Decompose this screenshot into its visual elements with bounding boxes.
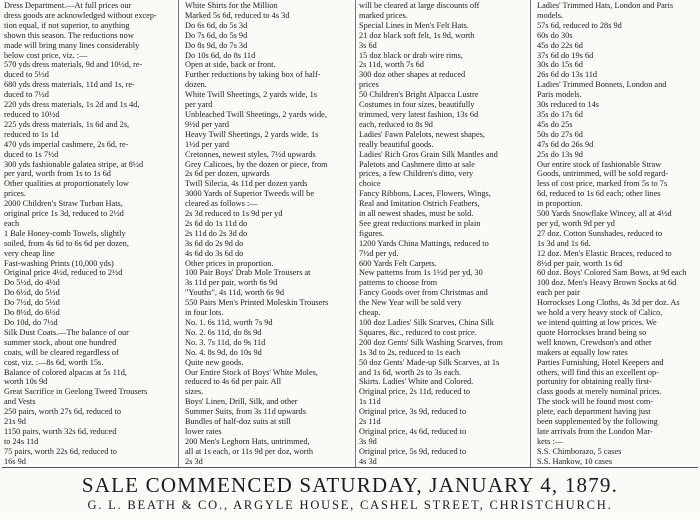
text-line: made will bring many lines considerably (4, 40, 140, 50)
text-line: Costumes in four sizes, beautifully (359, 100, 475, 110)
text-line: very cheap line (4, 248, 55, 258)
text-line: No. 2. 6s 11d, do 8s 9d (185, 327, 262, 337)
text-line: 9½d per yard (185, 119, 230, 129)
text-line: lower rates (185, 426, 222, 436)
text-line: 60 doz. Boys' Colored Sam Bows, at 9d each (537, 268, 687, 278)
text-line: 600 Yards Felt Carpets. (359, 258, 437, 268)
text-line: and Vests (4, 397, 36, 407)
text-line: Boys' Linen, Drill, Silk, and other (185, 397, 298, 407)
text-line: 550 Pairs Men's Printed Moleskin Trousers (185, 298, 329, 308)
text-line: others, will find this an excellent op- (537, 367, 659, 377)
text-line: Original price, 3s 9d, reduced to (359, 407, 467, 417)
text-line: Do 10d, do 7½d (4, 318, 58, 327)
text-line: 2000 Children's Straw Turban Hats, (4, 199, 123, 209)
text-line: 3s 9d (359, 436, 377, 446)
text-line: we hold a very heavy stock of Calico, (537, 308, 663, 318)
text-line: summer stock, about one hundred (4, 337, 117, 347)
text-line: 6d, reduced to 1s 6d each; other lines (537, 189, 661, 199)
text-line: 100 Pair Boys' Drab Mole Trousers at (185, 268, 311, 278)
text-line: Our Entire Stock of Boys' White Moles, (185, 367, 318, 377)
text-line: 500 Yards Snowflake Wincey, all at 4½d (537, 209, 672, 219)
text-line: Ladies' Trimmed Hats, London and Paris (537, 1, 674, 10)
text-line: Other qualities at proportionately low (4, 179, 129, 189)
text-line: each per pair (537, 288, 580, 298)
text-line: No. 1. 6s 11d, worth 7s 9d (185, 318, 273, 327)
text-line: Cretonnes, newest styles, 7½d upwards (185, 149, 316, 159)
text-line: Skirts. Ladies' White and Colored. (359, 377, 474, 387)
text-line: 2s 6d per dozen, upwards (185, 169, 270, 179)
text-line: 300 doz other shapes at reduced (359, 70, 466, 80)
text-line: Ladies' Rich Gros Grain Silk Mantles and (359, 149, 498, 159)
text-line: portunity for obtaining really first- (537, 377, 652, 387)
text-line: Grey Calicoes, by the dozen or piece, from (185, 159, 328, 169)
column-divider (178, 0, 179, 468)
text-line: makers at equally low rates (537, 347, 628, 357)
text-line: Real and Imitation Ostrich Feathers, (359, 199, 480, 209)
text-line: Ladies' Fawn Palelots, newest shapes, (359, 129, 485, 139)
text-line: Our entire stock of fashionable Straw (537, 159, 662, 169)
text-line: 1s 3d and 1s 6d. (537, 238, 591, 248)
text-line: 220 yds dress materials, 1s 2d and 1s 4d, (4, 100, 140, 110)
text-line: dozen. (185, 80, 207, 90)
text-line: S.S. Hankow, 10 cases (537, 456, 613, 465)
column-divider (530, 0, 531, 468)
text-line: 37s 6d do 19s 6d (537, 50, 594, 60)
text-line: 2s 3d (185, 456, 203, 465)
text-line: below cost price, viz. :— (4, 50, 88, 60)
text-line: Paris models. (537, 90, 582, 100)
text-line: 47s 6d do 26s 9d (537, 139, 594, 149)
text-line: patterns to choose from (359, 278, 438, 288)
text-line: Marked 5s 6d, reduced to 4s 3d (185, 10, 290, 20)
text-line: 3s 6d do 2s 9d do (185, 238, 244, 248)
text-line: each (4, 218, 20, 228)
text-line: coats, will be cleared regardless of (4, 347, 119, 357)
text-line: Great Sacrifice in Geelong Tweed Trousers (4, 387, 148, 397)
text-line: Summer Suits, from 3s 11d upwards (185, 407, 306, 417)
text-line: prices (359, 80, 379, 90)
text-line: Fancy Goods over from Christmas and (359, 288, 488, 298)
text-line: 30s do 15s 6d (537, 60, 583, 70)
text-line: 2s 11d do 2s 3d do (185, 228, 248, 238)
text-line: 680 yds dress materials, 11d and 1s, re- (4, 80, 135, 90)
text-line: the New Year will be sold very (359, 298, 462, 308)
text-line: 2s 11d, worth 7s 6d (359, 60, 424, 70)
text-line: duced to 1s 7½d (4, 149, 59, 159)
text-line: dress goods are acknowledged without excep- (4, 10, 157, 20)
text-line: and 1s 6d, worth 2s to 3s each. (359, 367, 462, 377)
store-footer: G. L. BEATH & CO., ARGYLE HOUSE, CASHEL STREET, CHRISTCHURCH. (87, 498, 613, 512)
text-line: Balance of colored alpacas at 5s 11d, (4, 367, 127, 377)
text-line: Original price, 2s 11d, reduced to (359, 387, 470, 397)
text-line: Squares, &c., reduced to cost price. (359, 327, 477, 337)
text-line: reduced to 10½d (4, 109, 60, 119)
text-line: Paletots and Cashmere ditto at sale (359, 159, 475, 169)
text-line: 45s do 25s (537, 119, 573, 129)
text-line: in four lots. (185, 308, 224, 318)
text-line: 2s 3d reduced to 1s 9d per yd (185, 209, 283, 219)
text-line: in all newest shades, must be sold. (359, 209, 474, 219)
text-line: cleared as follows :— (185, 199, 258, 209)
text-line: Further reductions by taking box of half- (185, 70, 321, 80)
text-line: New patterns from 1s 1½d per yd, 30 (359, 268, 483, 278)
text-line: White Twill Sheetings, 2 yards wide, 1s (185, 90, 318, 100)
text-line: 15 doz black or drab wire rims, (359, 50, 463, 60)
text-line: Original price, 4s 6d, reduced to (359, 426, 467, 436)
text-line: Quite new goods. (185, 357, 244, 367)
text-line: 4s 3d (359, 456, 377, 465)
text-line: 50s do 27s 6d (537, 129, 583, 139)
text-line: tion equal, if not superior, to anything (4, 20, 130, 30)
text-line: 27 doz. Cotton Sunshades, reduced to (537, 228, 663, 238)
text-line: cheap. (359, 308, 381, 318)
text-line: 50 doz Gents' Made-up Silk Scarves, at 1s (359, 357, 500, 367)
text-line: Do 7½d, do 5½d (4, 298, 60, 308)
text-line: S.S. Chimborazo, 5 cases (537, 446, 622, 456)
text-line: Parties Furnishing, Hotel Keepers and (537, 357, 664, 367)
text-line: 26s 6d do 13s 11d (537, 70, 598, 80)
text-line: 60s do 30s (537, 30, 573, 40)
text-line: Bundles of half-doz suits at still (185, 417, 291, 427)
column-3 (359, 1, 525, 465)
text-line: Fast-washing Prints (10,000 yds) (4, 258, 114, 268)
text-line: per yard, worth from 1s to 1s 6d (4, 169, 111, 179)
text-line: Dress Department.—At full prices our (4, 1, 132, 10)
text-line: Do 7s 6d, do 5s 9d (185, 30, 248, 40)
text-line: late arrivals from the London Mar- (537, 426, 653, 436)
text-line: 57s 6d, reduced to 28s 9d (537, 20, 622, 30)
text-line: 1 Bale Honey-comb Towels, slightly (4, 228, 126, 238)
text-line: models. (537, 10, 564, 20)
column-divider (355, 0, 356, 468)
text-line: duced to 5½d (4, 70, 49, 80)
text-line: Do 8s 9d, do 7s 3d (185, 40, 248, 50)
text-line: 21 doz black soft felt, 1s 9d, worth (359, 30, 475, 40)
column-1 (4, 1, 172, 465)
text-line: 1150 pairs, worth 32s 6d, reduced (4, 426, 117, 436)
text-line: 75 pairs, worth 22s 6d, reduced to (4, 446, 117, 456)
text-line: 35s do 17s 6d (537, 109, 583, 119)
text-line: 3s 6d (359, 40, 377, 50)
text-line: Heavy Twill Sheetings, 2 yards wide, 1s (185, 129, 319, 139)
text-line: Special Lines in Men's Felt Hats. (359, 20, 469, 30)
text-line: 1200 Yards China Mattings, reduced to (359, 238, 489, 248)
text-line: 1½d per yard (185, 139, 230, 149)
text-line: 470 yds imperial cashmere, 2s 6d, re- (4, 139, 129, 149)
text-line: been supplemented by the following (537, 417, 658, 427)
text-line: Other prices in proportion. (185, 258, 274, 268)
text-line: 1s 11d (359, 397, 381, 407)
text-line: in proportion. (537, 199, 583, 209)
text-line: each, reduced to 8s 9d (359, 119, 433, 129)
text-line: Goods, untrimmed, will be sold regard- (537, 169, 669, 179)
text-line: quote Horrockses brand being so (537, 327, 647, 337)
text-line: No. 3. 7s 11d, do 9s 11d (185, 337, 266, 347)
text-line: 30s reduced to 14s (537, 100, 599, 110)
text-line: Original price, 5s 9d, reduced to (359, 446, 467, 456)
text-line: marked prices. (359, 10, 408, 20)
text-line: 8½d per pair, worth 1s 6d (537, 258, 623, 268)
text-line: Fancy Ribbons, Laces, Flowers, Wings, (359, 189, 491, 199)
text-line: well known, Crewdson's and other (537, 337, 652, 347)
text-line: "Youths", 4s 11d, worth 6s 9d (185, 288, 284, 298)
column-4 (537, 1, 697, 465)
text-line: prices. (4, 189, 26, 199)
text-line: White Shirts for the Million (185, 1, 278, 10)
text-line: will be cleared at large discounts off (359, 1, 480, 10)
text-line: soiled, from 4s 6d to 6s 6d per dozen, (4, 238, 129, 248)
text-line: Original price 4½d, reduced to 2½d (4, 268, 123, 278)
text-line: 12 doz. Men's Elastic Braces, reduced to (537, 248, 672, 258)
text-line: 4s 6d do 3s 6d do (185, 248, 244, 258)
text-line: Twill Silecia, 4s 11d per dozen yards (185, 179, 308, 189)
text-line: choice (359, 179, 381, 189)
text-line: Horrockses Long Cloths, 4s 3d per doz. As (537, 298, 680, 308)
text-line: 3s 11d per pair, worth 6s 9d (185, 278, 278, 288)
text-line: duced to 7½d (4, 90, 49, 100)
text-line: 45s do 22s 6d (537, 40, 583, 50)
text-line: reduced to 4s 6d per pair. All (185, 377, 282, 387)
text-line: See great reductions marked in plain (359, 218, 481, 228)
text-line: 250 pairs, worth 27s 6d, reduced to (4, 407, 122, 417)
text-line: No. 4. 8s 9d, do 10s 9d (185, 347, 262, 357)
text-line: class goods at merely nominal prices. (537, 387, 662, 397)
text-line: 100 doz. Men's Heavy Brown Socks at 6d (537, 278, 677, 288)
text-line: 200 Men's Leghorn Hats, untrimmed, (185, 436, 310, 446)
text-line: worth 10s 9d (4, 377, 48, 387)
text-line: plete, each department having just (537, 407, 651, 417)
text-line: The stock will be found most com- (537, 397, 654, 407)
text-line: 25s do 13s 9d (537, 149, 583, 159)
text-line: Silk Dust Coats.—The balance of our (4, 327, 129, 337)
text-line: 50 Children's Bright Alpacca Lustre (359, 90, 479, 100)
text-line: trimmed, very latest fashion, 13s 6d (359, 109, 479, 119)
text-line: to 24s 11d (4, 436, 39, 446)
text-line: Ladies' Trimmed Bonnets, London and (537, 80, 667, 90)
text-line: 570 yds dress materials, 9d and 10½d, re- (4, 60, 143, 70)
text-line: 16s 9d (4, 456, 26, 465)
text-line: Do 6½d, do 5½d (4, 288, 60, 298)
text-line: 200 doz Gents' Silk Washing Scarves, from (359, 337, 503, 347)
text-line: 2s 11d (359, 417, 381, 427)
text-line: 300 yds fashionable galatea stripe, at 8½d (4, 159, 144, 169)
text-line: Do 5½d, do 4½d (4, 278, 60, 288)
text-line: original price 1s 3d, reduced to 2½d (4, 209, 124, 219)
text-line: Do 8½d, do 6½d (4, 308, 60, 318)
bottom-rule (2, 467, 698, 468)
text-line: all at 1s each, or 11s 9d per doz, worth (185, 446, 314, 456)
text-line: per yd, worth 9d per yd (537, 218, 615, 228)
text-line: 100 doz Ladies' Silk Scarves, China Silk (359, 318, 494, 327)
text-line: we intend quitting at low prices. We (537, 318, 657, 327)
text-line: less of cost price, marked from 5s to 7s (537, 179, 668, 189)
text-line: Do 10s 6d, do 8s 11d (185, 50, 256, 60)
text-line: per yard (185, 100, 213, 110)
text-line: Open at side, back or front. (185, 60, 276, 70)
text-line: figures. (359, 228, 385, 238)
sale-headline: SALE COMMENCED SATURDAY, JANUARY 4, 1879. (81, 473, 619, 497)
text-line: 2s 6d do 1s 11d do (185, 218, 248, 228)
text-line: Unbleached Twill Sheetings, 2 yards wide, (185, 109, 327, 119)
text-line: kets :— (537, 436, 564, 446)
text-line: cost, viz. :—8s 6d, worth 15s. (4, 357, 104, 367)
text-line: sizes. (185, 387, 204, 397)
text-line: really beautiful goods. (359, 139, 434, 149)
text-line: 225 yds dress materials, 1s 6d and 2s, (4, 119, 130, 129)
text-line: Do 6s 6d, do 5s 3d (185, 20, 248, 30)
column-2 (185, 1, 353, 465)
text-line: prices, a few Children's ditto, very (359, 169, 474, 179)
text-line: shown this season. The reductions now (4, 30, 134, 40)
text-line: 3000 Yards of Superior Tweeds will be (185, 189, 315, 199)
text-line: 21s 9d (4, 417, 26, 427)
text-line: reduced to 1s 1d (4, 129, 59, 139)
text-line: 1s 3d to 2s, reduced to 1s each (359, 347, 461, 357)
text-line: 7½d per yd. (359, 248, 399, 258)
